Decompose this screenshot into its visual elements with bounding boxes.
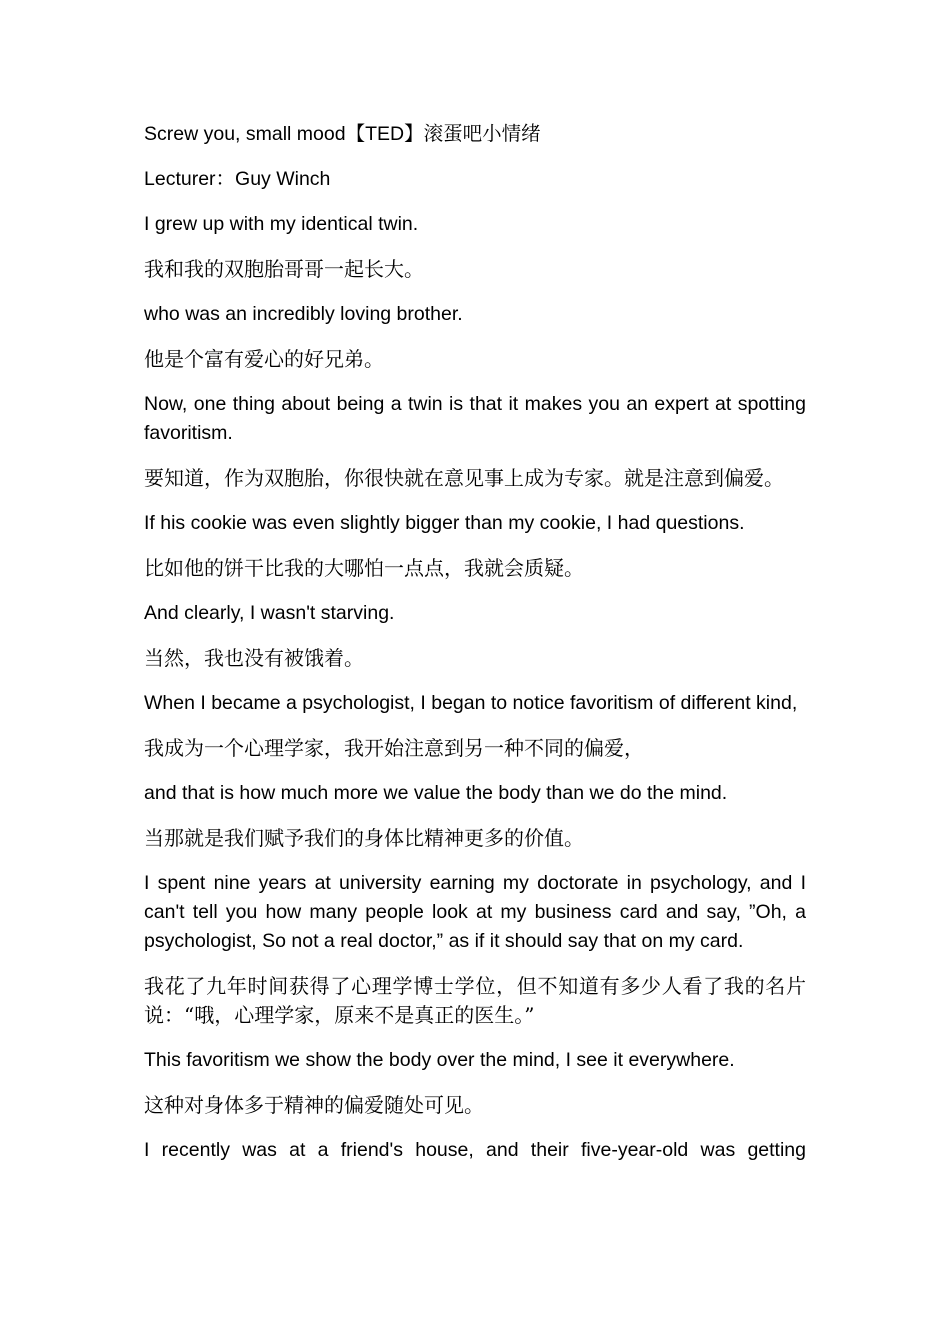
- paragraph-zh: 这种对身体多于精神的偏爱随处可见。: [144, 1093, 484, 1117]
- lecturer-line: Lecturer：Guy Winch: [144, 168, 331, 190]
- paragraph-zh: 我成为一个心理学家，我开始注意到另一种不同的偏爱，: [144, 736, 644, 760]
- document-page: [144, 120, 806, 1181]
- paragraph-zh: 比如他的饼干比我的大哪怕一点点，我就会质疑。: [144, 556, 584, 580]
- paragraph-en: When I became a psychologist, I began to notice favoritism of different kind,: [144, 692, 798, 714]
- paragraph-en: If his cookie was even slightly bigger than my cookie, I had questions.: [144, 512, 745, 534]
- paragraph-en: who was an incredibly loving brother.: [144, 303, 463, 325]
- paragraph-en: And clearly, I wasn't starving.: [144, 602, 395, 624]
- paragraph-en: I spent nine years at university earning my doctorate in psychology, and I can't tell you how many people look at my business card and say, ”Oh, a psychologist, So not a real doctor,” as if it should say that on my card.: [144, 872, 806, 952]
- paragraph-zh: 要知道，作为双胞胎，你很快就在意见事上成为专家。就是注意到偏爱。: [144, 466, 784, 490]
- paragraph-en: Now, one thing about being a twin is that it makes you an expert at spotting favoritism.: [144, 393, 806, 444]
- paragraph-zh: 我花了九年时间获得了心理学博士学位，但不知道有多少人看了我的名片说：“哦，心理学家，原来不是真正的医生。”: [144, 974, 806, 1027]
- document-title: Screw you, small mood【TED】滚蛋吧小情绪: [144, 123, 541, 145]
- paragraph-en-truncated: I recently was at a friend's house, and their five-year-old was getting: [144, 1139, 806, 1161]
- paragraph-zh: 我和我的双胞胎哥哥一起长大。: [144, 257, 424, 281]
- paragraph-en: I grew up with my identical twin.: [144, 213, 419, 235]
- paragraph-zh: 他是个富有爱心的好兄弟。: [144, 347, 384, 371]
- paragraph-zh: 当那就是我们赋予我们的身体比精神更多的价值。: [144, 826, 584, 850]
- paragraph-en: and that is how much more we value the body than we do the mind.: [144, 782, 728, 804]
- paragraph-zh: 当然，我也没有被饿着。: [144, 646, 364, 670]
- paragraph-en: This favoritism we show the body over the mind, I see it everywhere.: [144, 1049, 735, 1071]
